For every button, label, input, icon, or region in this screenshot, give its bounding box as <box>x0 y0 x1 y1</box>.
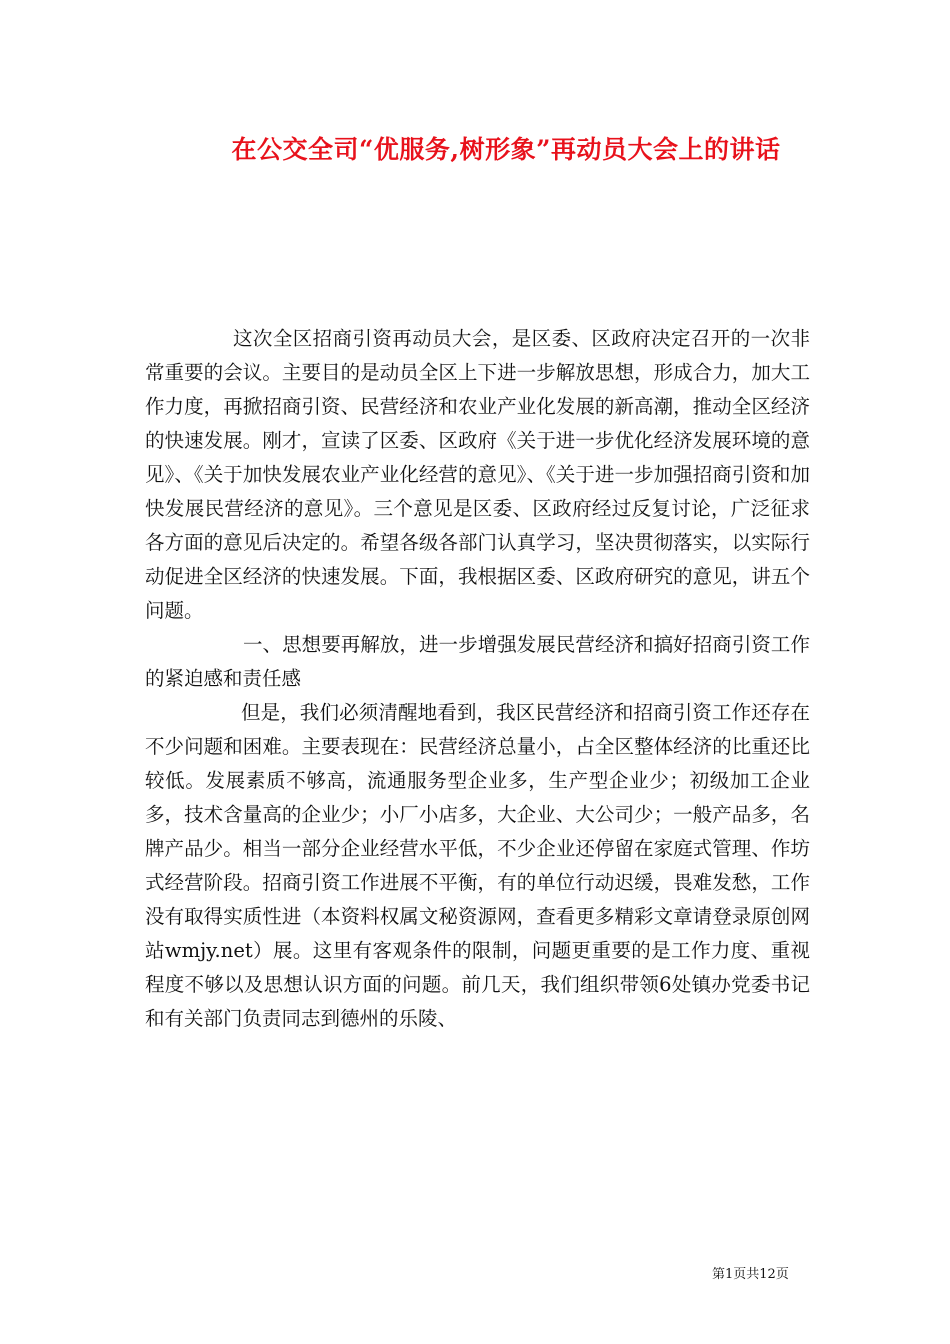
document-title: 在公交全司“优服务,树形象”再动员大会上的讲话 <box>231 135 781 164</box>
document-body <box>145 322 810 1036</box>
paragraph-intro: 这次全区招商引资再动员大会，是区委、区政府决定召开的一次非常重要的会议。主要目的是动员全区上下进一步解放思想，形成合力，加大工作力度，再掀招商引资、民营经济和农业产业化发展的新高潮，推动全区经济的快速发展。刚才，宣读了区委、区政府《关于进一步优化经济发展环境的意见》、《关于加快发展农业产业化经营的意见》、《关于进一步加强招商引资和加快发展民营经济的意见》。三个意见是区委、区政府经过反复讨论，广泛征求各方面的意见后决定的。希望各级各部门认真学习，坚决贯彻落实，以实际行动促进全区经济的快速发展。下面，我根据区委、区政府研究的意见，讲五个问题。 <box>145 327 810 622</box>
paragraph-problems: 但是，我们必须清醒地看到，我区民营经济和招商引资工作还存在不少问题和困难。主要表现在：民营经济总量小，占全区整体经济的比重还比较低。发展素质不够高，流通服务型企业多，生产型企业少；初级加工企业多，技术含量高的企业少；小厂小店多，大企业、大公司少；一般产品多，名牌产品少。相当一部分企业经营水平低，不少企业还停留在家庭式管理、作坊式经营阶段。招商引资工作进展不平衡，有的单位行动迟缓，畏难发愁，工作没有取得实质性进（本资料权属文秘资源网，查看更多精彩文章请登录原创网站wmjy.net）展。这里有客观条件的限制，问题更重要的是工作力度、重视程度不够以及思想认识方面的问题。前几天，我们组织带领6处镇办党委书记和有关部门负责同志到德州的乐陵、 <box>145 701 810 1030</box>
page-number-footer: 第1页共12页 <box>712 1267 789 1282</box>
section-heading-1: 一、思想要再解放，进一步增强发展民营经济和搞好招商引资工作的紧迫感和责任感 <box>145 633 810 690</box>
